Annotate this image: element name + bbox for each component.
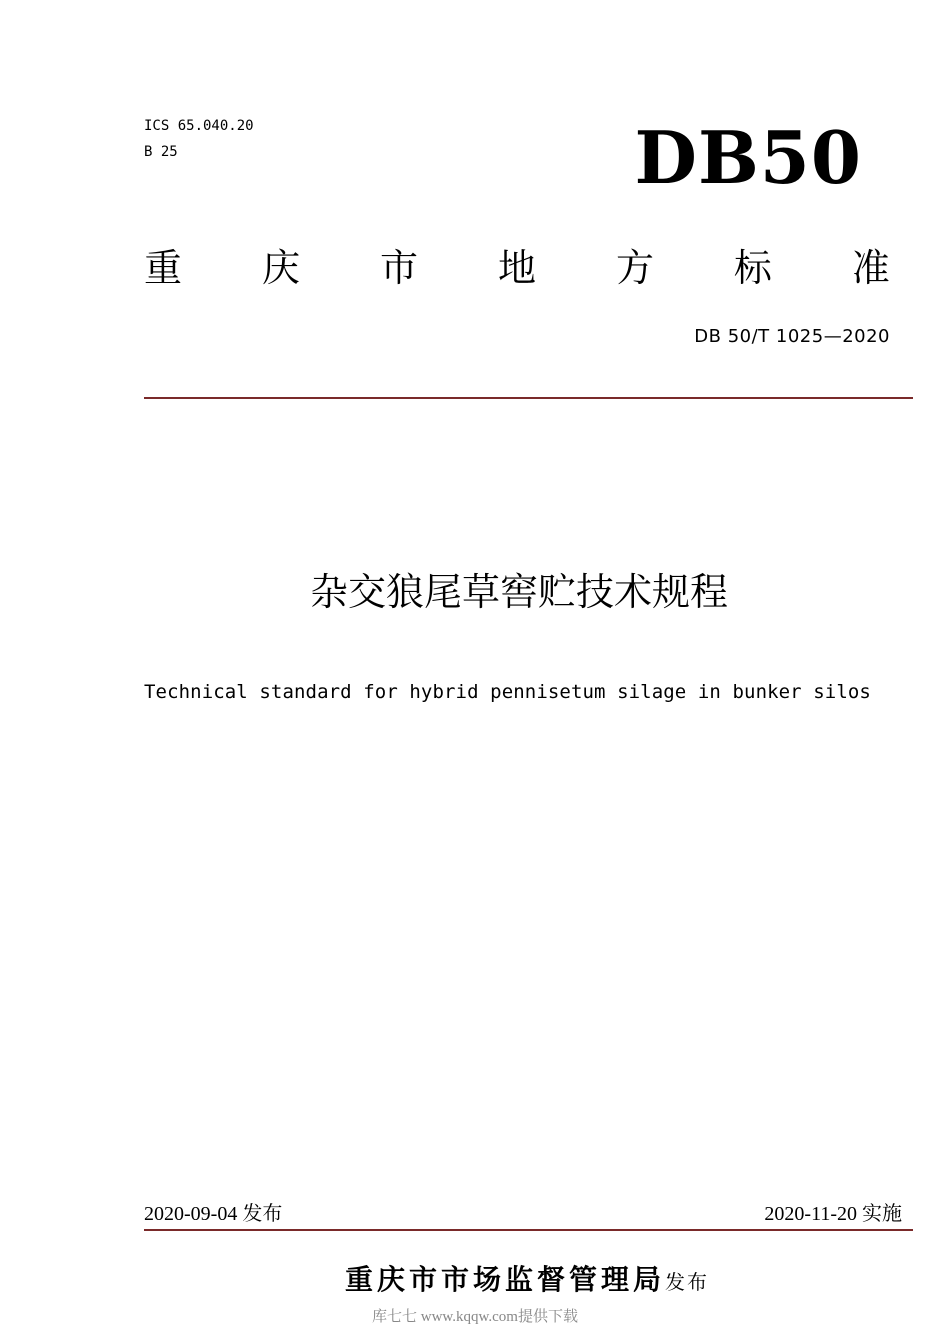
standard-type-char: 地 [497, 246, 536, 290]
title-english: Technical standard for hybrid pennisetum silage in bunker silos [144, 681, 871, 703]
title-chinese: 杂交狼尾草窖贮技术规程 [309, 570, 728, 614]
standard-type-heading [144, 244, 890, 292]
ics-code: ICS 65.040.20 [144, 118, 254, 134]
implement-date: 2020-11-20 实施 [764, 1203, 902, 1225]
issuer-name: 重庆市市场监督管理局 [344, 1263, 665, 1296]
standard-type-char: 庆 [261, 246, 300, 290]
standard-number: DB 50/T 1025—2020 [694, 326, 890, 347]
top-divider [144, 397, 913, 399]
download-watermark: 库七七 www.kqqw.com提供下载 [372, 1309, 578, 1325]
standard-type-char: 标 [733, 246, 772, 290]
publish-date: 2020-09-04 发布 [144, 1203, 283, 1225]
standard-type-char: 重 [144, 246, 183, 290]
issuer-line [0, 1258, 950, 1298]
standard-type-char: 市 [379, 246, 418, 290]
standard-type-char: 方 [615, 246, 654, 290]
ccs-code: B 25 [144, 144, 178, 160]
db-logo: DB50 [634, 115, 862, 200]
standard-type-char: 准 [851, 246, 890, 290]
bottom-divider [144, 1229, 913, 1231]
issuer-suffix: 发布 [665, 1270, 709, 1294]
